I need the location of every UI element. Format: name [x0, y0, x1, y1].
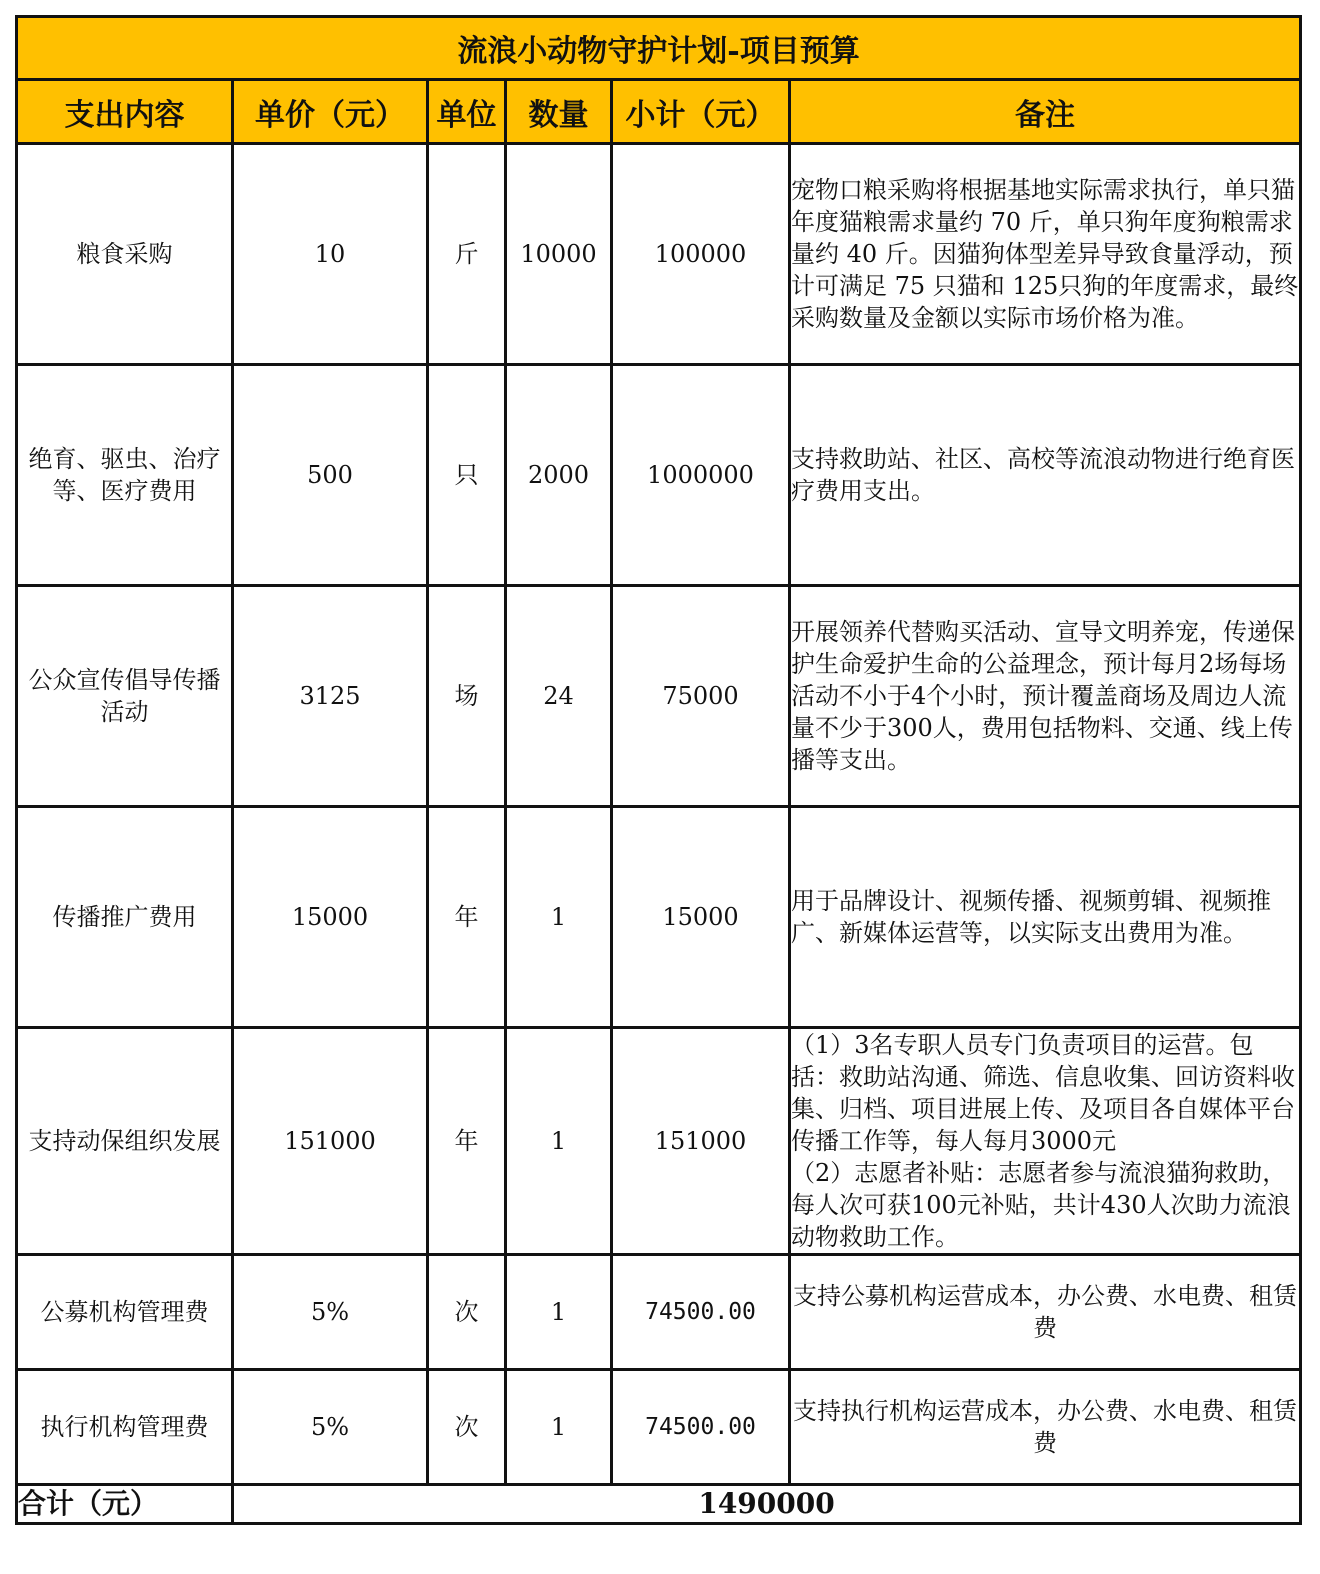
- item-cell: 执行机构管理费: [17, 1370, 233, 1485]
- remark-paragraph: （1）3名专职人员专门负责项目的运营。包括：救助站沟通、筛选、信息收集、回访资料收集、归档、项目进展上传、及项目各自媒体平台传播工作等，每人每月3000元: [791, 1031, 1295, 1155]
- item-cell: 支持动保组织发展: [17, 1028, 233, 1255]
- subtotal-cell: 1000000: [612, 365, 790, 586]
- unit-cell: 次: [428, 1370, 506, 1485]
- header-unit-price: 单价（元）: [233, 80, 428, 144]
- header-row: [17, 80, 1301, 144]
- remark-paragraph: （2）志愿者补贴：志愿者参与流浪猫狗救助，每人次可获100元补贴，共计430人次助力流浪动物救助工作。: [791, 1159, 1291, 1251]
- quantity-cell: 24: [506, 586, 612, 807]
- table-row: [17, 1370, 1301, 1485]
- unit-price-cell: 5%: [233, 1370, 428, 1485]
- unit-price-cell: 151000: [233, 1028, 428, 1255]
- subtotal-cell: 100000: [612, 144, 790, 365]
- unit-price-cell: 500: [233, 365, 428, 586]
- remark-cell: 宠物口粮采购将根据基地实际需求执行，单只猫年度猫粮需求量约 70 斤，单只狗年度狗粮需求量约 40 斤。因猫狗体型差异导致食量浮动，预计可满足 75 只猫和 125只狗的年度需求，最终采购数量及金额以实际市场价格为准。: [790, 144, 1301, 365]
- remark-cell: 支持执行机构运营成本，办公费、水电费、租赁费: [790, 1370, 1301, 1485]
- total-row: [17, 1485, 1301, 1524]
- unit-price-cell: 5%: [233, 1255, 428, 1370]
- quantity-cell: 1: [506, 807, 612, 1028]
- total-label: 合计（元）: [17, 1485, 233, 1524]
- table-row: [17, 1028, 1301, 1255]
- table-row: [17, 1255, 1301, 1370]
- total-value: 1490000: [233, 1485, 1301, 1524]
- unit-price-cell: 3125: [233, 586, 428, 807]
- table-row: [17, 144, 1301, 365]
- remark-cell: 支持救助站、社区、高校等流浪动物进行绝育医疗费用支出。: [790, 365, 1301, 586]
- budget-table: [15, 15, 1302, 1525]
- quantity-cell: 1: [506, 1370, 612, 1485]
- remark-cell: 开展领养代替购买活动、宣导文明养宠，传递保护生命爱护生命的公益理念，预计每月2场每场活动不小于4个小时，预计覆盖商场及周边人流量不少于300人，费用包括物料、交通、线上传播等支出。: [790, 586, 1301, 807]
- quantity-cell: 10000: [506, 144, 612, 365]
- subtotal-cell: 74500.00: [612, 1370, 790, 1485]
- remark-cell: 用于品牌设计、视频传播、视频剪辑、视频推广、新媒体运营等，以实际支出费用为准。: [790, 807, 1301, 1028]
- subtotal-cell: 75000: [612, 586, 790, 807]
- item-cell: 粮食采购: [17, 144, 233, 365]
- header-item: 支出内容: [17, 80, 233, 144]
- unit-price-cell: 15000: [233, 807, 428, 1028]
- remark-cell: 支持公募机构运营成本，办公费、水电费、租赁费: [790, 1255, 1301, 1370]
- title-row: [17, 17, 1301, 80]
- unit-cell: 只: [428, 365, 506, 586]
- table-row: [17, 365, 1301, 586]
- subtotal-cell: 151000: [612, 1028, 790, 1255]
- unit-cell: 年: [428, 807, 506, 1028]
- item-cell: 公众宣传倡导传播活动: [17, 586, 233, 807]
- header-quantity: 数量: [506, 80, 612, 144]
- unit-price-cell: 10: [233, 144, 428, 365]
- header-unit: 单位: [428, 80, 506, 144]
- unit-cell: 次: [428, 1255, 506, 1370]
- header-subtotal: 小计（元）: [612, 80, 790, 144]
- table-row: [17, 807, 1301, 1028]
- item-cell: 公募机构管理费: [17, 1255, 233, 1370]
- quantity-cell: 1: [506, 1028, 612, 1255]
- item-cell: 绝育、驱虫、治疗等、医疗费用: [17, 365, 233, 586]
- unit-cell: 场: [428, 586, 506, 807]
- subtotal-cell: 15000: [612, 807, 790, 1028]
- header-remark: 备注: [790, 80, 1301, 144]
- table-row: [17, 586, 1301, 807]
- quantity-cell: 2000: [506, 365, 612, 586]
- unit-cell: 斤: [428, 144, 506, 365]
- item-cell: 传播推广费用: [17, 807, 233, 1028]
- subtotal-cell: 74500.00: [612, 1255, 790, 1370]
- remark-cell: [790, 1028, 1301, 1255]
- table-title: 流浪小动物守护计划-项目预算: [17, 17, 1301, 80]
- quantity-cell: 1: [506, 1255, 612, 1370]
- unit-cell: 年: [428, 1028, 506, 1255]
